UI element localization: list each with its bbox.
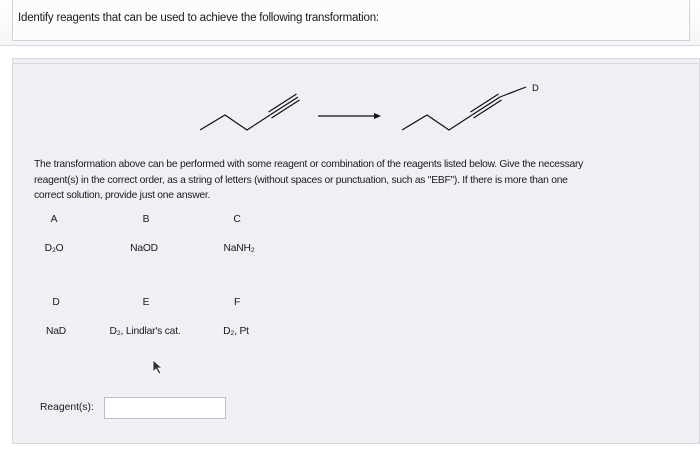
product-alkyne-structure xyxy=(402,87,526,130)
instructions-line-3: correct solution, provide just one answer. xyxy=(34,190,211,201)
instructions-line-2: reagent(s) in the correct order, as a string of letters (without spaces or punctuation, such as "EBF"). If there is more than one xyxy=(34,174,568,186)
reagent-letter-e: E xyxy=(142,297,150,308)
instructions xyxy=(34,157,684,204)
reagent-letter-f: F xyxy=(233,297,241,308)
mouse-pointer-icon xyxy=(152,359,166,375)
reagent-name-a: D₂O xyxy=(44,243,64,254)
reagent-name-f: D₂, Pt xyxy=(223,326,249,337)
question-text: Identify reagents that can be used to achieve the following transformation: xyxy=(18,12,379,24)
reagent-name-d: NaD xyxy=(46,326,66,337)
reagent-name-c: NaNH₂ xyxy=(223,243,255,254)
reagent-letter-c: C xyxy=(233,214,241,225)
reagent-name-e: D₂, Lindlar's cat. xyxy=(109,326,181,337)
instructions-line-1: The transformation above can be performed with some reagent or combination of the reagents listed below. Give the necessary xyxy=(34,159,584,170)
reagent-name-b: NaOD xyxy=(130,243,158,254)
reagent-letter-b: B xyxy=(142,214,150,225)
reaction-arrow-icon xyxy=(318,113,381,119)
reagent-answer-input[interactable] xyxy=(104,397,226,419)
reagent-letter-d: D xyxy=(52,297,60,308)
reagent-letter-a: A xyxy=(50,214,58,225)
starting-alkyne-structure xyxy=(200,94,300,130)
deuterium-label: D xyxy=(532,83,539,94)
reagent-label: Reagent(s): xyxy=(40,402,94,413)
